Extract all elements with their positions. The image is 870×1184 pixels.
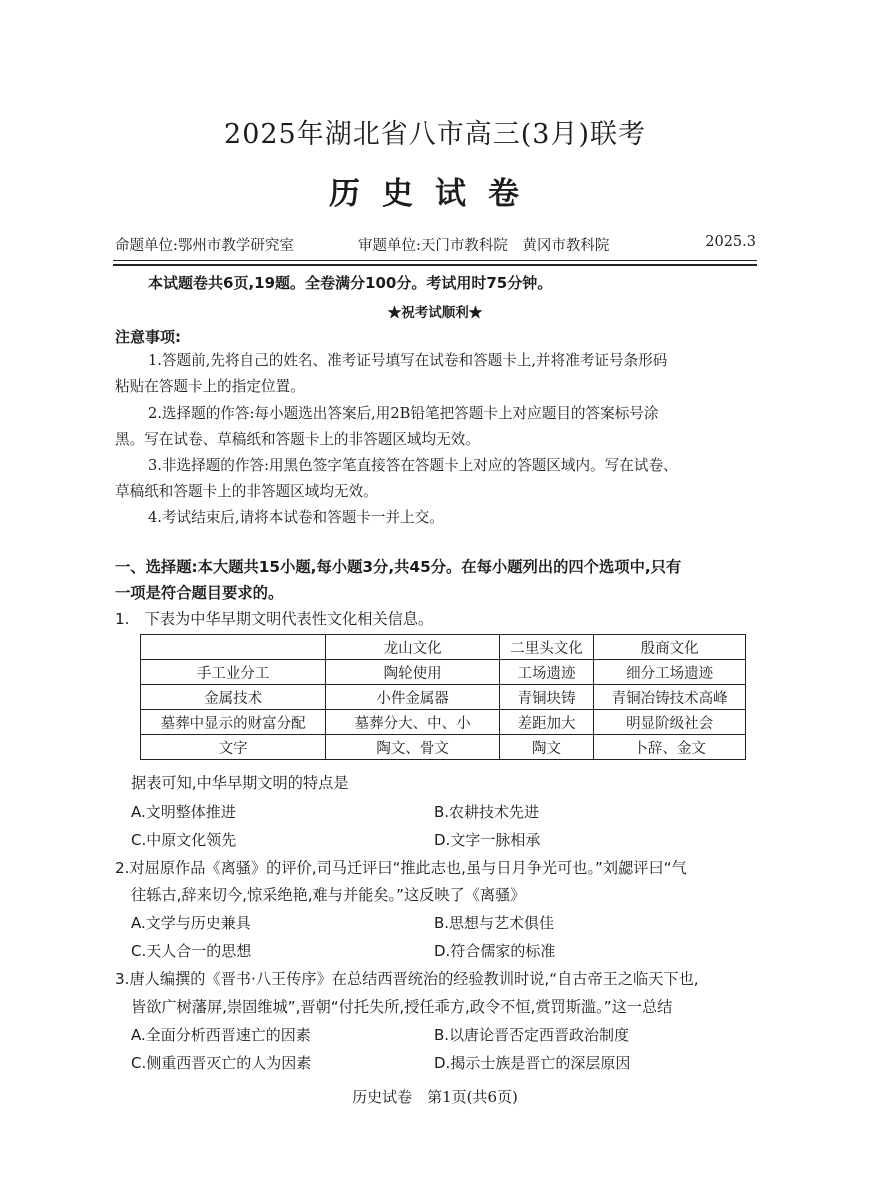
attention-line: 2.选择题的作答:每小题选出答案后,用2B铅笔把答题卡上对应题目的答案标号涂 xyxy=(148,405,659,422)
attention-line: 草稿纸和答题卡上的非答题区域均无效。 xyxy=(115,483,378,500)
proposer-unit: 命题单位:鄂州市教学研究室 xyxy=(115,238,294,254)
exam-date: 2025.3 xyxy=(705,234,756,250)
question-2-stem-cont: 往轹古,辞来切今,惊采绝艳,难与并能矣。”这反映了《离骚》 xyxy=(131,886,526,904)
table-cell: 陶轮使用 xyxy=(326,660,500,685)
table-cell: 明显阶级社会 xyxy=(594,710,746,735)
q3-option-c[interactable]: C.侧重西晋灭亡的人为因素 xyxy=(131,1054,312,1072)
table-header-cell: 二里头文化 xyxy=(499,635,593,660)
attention-line: 黑。写在试卷、草稿纸和答题卡上的非答题区域均无效。 xyxy=(115,431,480,448)
q2-option-b[interactable]: B.思想与艺术俱佳 xyxy=(434,914,555,932)
table-row xyxy=(141,660,746,685)
table-cell: 手工业分工 xyxy=(141,660,326,685)
section-heading-cont: 一项是符合题目要求的。 xyxy=(115,584,284,602)
header-rule-thick xyxy=(113,264,757,266)
table-header-cell: 龙山文化 xyxy=(326,635,500,660)
blessing-line: ★祝考试顺利★ xyxy=(387,305,483,321)
table-row xyxy=(141,710,746,735)
exam-notice: 本试题卷共6页,19题。全卷满分100分。考试用时75分钟。 xyxy=(148,274,553,292)
q3-option-a[interactable]: A.全面分析西晋速亡的因素 xyxy=(131,1026,311,1044)
q2-option-a[interactable]: A.文学与历史兼具 xyxy=(131,914,251,932)
attention-line: 粘贴在答题卡上的指定位置。 xyxy=(115,378,305,395)
q2-option-d[interactable]: D.符合儒家的标准 xyxy=(434,942,556,960)
attention-line: 4.考试结束后,请将本试卷和答题卡一并上交。 xyxy=(148,509,444,526)
table-header-cell: 殷商文化 xyxy=(594,635,746,660)
table-cell: 卜辞、金文 xyxy=(594,735,746,760)
table-cell: 金属技术 xyxy=(141,685,326,710)
q1-option-a[interactable]: A.文明整体推进 xyxy=(131,803,236,821)
q1-option-d[interactable]: D.文字一脉相承 xyxy=(434,831,541,849)
table-row xyxy=(141,735,746,760)
attention-line: 1.答题前,先将自己的姓名、准考证号填写在试卷和答题卡上,并将准考证号条形码 xyxy=(148,352,668,369)
subject-title: 历史试卷 xyxy=(329,176,541,212)
q3-option-b[interactable]: B.以唐论晋否定西晋政治制度 xyxy=(434,1026,630,1044)
q2-option-c[interactable]: C.天人合一的思想 xyxy=(131,942,252,960)
table-header-cell xyxy=(141,635,326,660)
q1-option-b[interactable]: B.农耕技术先进 xyxy=(434,803,540,821)
table-cell: 差距加大 xyxy=(499,710,593,735)
exam-title: 2025年湖北省八市高三(3月)联考 xyxy=(224,119,646,150)
table-cell: 墓葬分大、中、小 xyxy=(326,710,500,735)
q1-option-c[interactable]: C.中原文化领先 xyxy=(131,831,237,849)
table-cell: 陶文、骨文 xyxy=(326,735,500,760)
table-cell: 工场遗迹 xyxy=(499,660,593,685)
table-cell: 墓葬中显示的财富分配 xyxy=(141,710,326,735)
table-cell: 小件金属器 xyxy=(326,685,500,710)
table-header-row xyxy=(141,635,746,660)
attention-line: 3.非选择题的作答:用黑色签字笔直接答在答题卡上对应的答题区域内。写在试卷、 xyxy=(148,457,678,474)
question-3-stem-cont: 皆欲广树藩屏,崇固维城”,晋朝“付托失所,授任乖方,政令不恒,赏罚斯滥。”这一总结 xyxy=(131,998,673,1016)
table-cell: 青铜块铸 xyxy=(499,685,593,710)
question-2-stem: 2.对屈原作品《离骚》的评价,司马迁评曰“推此志也,虽与日月争光可也。”刘勰评曰“气 xyxy=(115,859,687,877)
attention-heading: 注意事项: xyxy=(115,328,181,346)
table-cell: 陶文 xyxy=(499,735,593,760)
culture-info-table xyxy=(140,634,746,760)
question-3-stem: 3.唐人编撰的《晋书·八王传序》在总结西晋统治的经验教训时说,“自古帝王之临天下也, xyxy=(115,970,699,988)
table-row xyxy=(141,685,746,710)
header-rule-thin xyxy=(113,260,757,261)
table-cell: 文字 xyxy=(141,735,326,760)
page-footer: 历史试卷 第1页(共6页) xyxy=(352,1088,518,1106)
section-heading: 一、选择题:本大题共15小题,每小题3分,共45分。在每小题列出的四个选项中,只有 xyxy=(115,558,682,576)
table-cell: 细分工场遗迹 xyxy=(594,660,746,685)
question-1-prompt: 据表可知,中华早期文明的特点是 xyxy=(131,774,349,792)
reviewer-unit: 审题单位:天门市教科院 黄冈市教科院 xyxy=(358,238,610,254)
q3-option-d[interactable]: D.揭示士族是晋亡的深层原因 xyxy=(434,1054,631,1072)
table-cell: 青铜冶铸技术高峰 xyxy=(594,685,746,710)
question-1-stem: 1. 下表为中华早期文明代表性文化相关信息。 xyxy=(115,610,434,628)
